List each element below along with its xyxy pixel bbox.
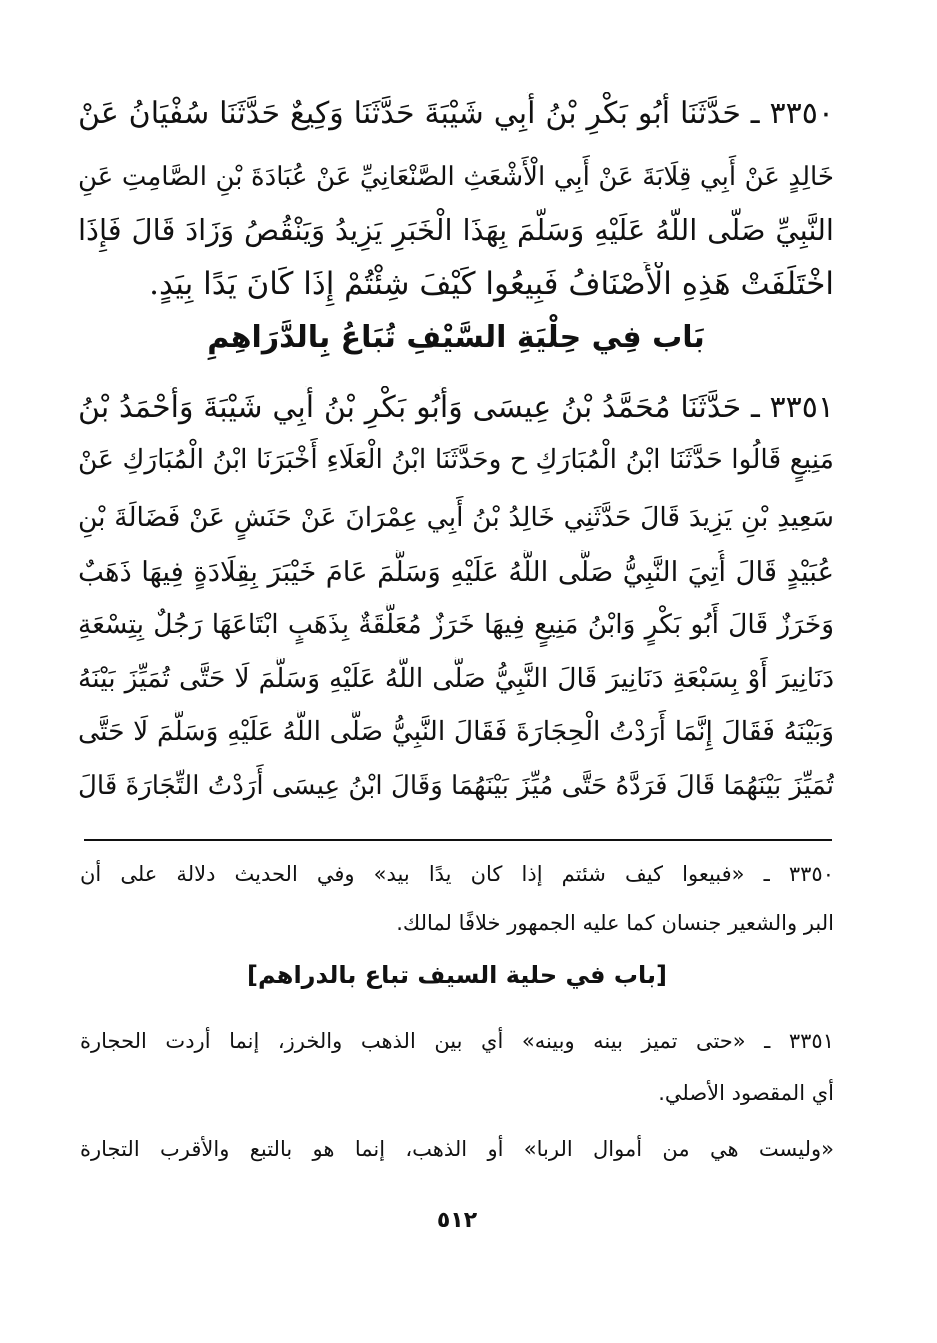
hadith-3351-line: وَخَرَزٌ قَالَ أَبُو بَكْرٍ وَابْنُ مَنِيعٍ فِيهَا خَرَزٌ مُعَلَّقَةٌ بِذَهَبٍ ابْتَاعَهَا رَجُلٌ بِتِسْعَةِ (78, 609, 834, 640)
hadith-3350-line: النَّبِيِّ صَلَّى اللَّهُ عَلَيْهِ وَسَلَّمَ بِهَذَا الْخَبَرِ يَزِيدُ وَيَنْقُصُ وَزَادَ قَالَ فَإِذَا (78, 213, 834, 247)
hadith-3351-line: دَنَانِيرَ أَوْ بِسَبْعَةِ دَنَانِيرَ قَالَ النَّبِيُّ صَلَّى اللَّهُ عَلَيْهِ وَسَلَّمَ لَا حَتَّى تُمَيِّزَ بَيْنَهُ (78, 663, 834, 694)
hadith-3351-line: تُمَيِّزَ بَيْنَهُمَا قَالَ فَرَدَّهُ حَتَّى مُيِّزَ بَيْنَهُمَا وَقَالَ ابْنُ عِيسَى أَرَدْتُ التِّجَارَةَ قَالَ (78, 771, 834, 801)
footnote-3351-line: ٣٣٥١ ـ «حتى تميز بينه وبينه» أي بين الذهب والخرز، إنما أردت الحجارة (80, 1029, 834, 1053)
hadith-3351-line: ٣٣٥١ ـ حَدَّثَنَا مُحَمَّدُ بْنُ عِيسَى وَأَبُو بَكْرِ بْنُ أَبِي شَيْبَةَ وَأَحْمَدُ بْنُ (78, 390, 834, 425)
chapter-heading: بَاب فِي حِلْيَةِ السَّيْفِ تُبَاعُ بِالدَّرَاهِمِ (207, 320, 705, 355)
footnote-3350-line: البر والشعير جنسان كما عليه الجمهور خلافًا لمالك. (396, 911, 834, 935)
footnote-separator (84, 839, 832, 841)
hadith-3351-line: عُبَيْدٍ قَالَ أُتِيَ النَّبِيُّ صَلَّى اللَّهُ عَلَيْهِ وَسَلَّمَ عَامَ خَيْبَرَ بِقِلَادَةٍ فِيهَا ذَهَبٌ (78, 556, 834, 588)
footnote-3351-line: أي المقصود الأصلي. (658, 1081, 834, 1105)
page-number: ٥١٢ (436, 1208, 478, 1233)
hadith-3350-line: خَالِدٍ عَنْ أَبِي قِلَابَةَ عَنْ أَبِي الْأَشْعَثِ الصَّنْعَانِيِّ عَنْ عُبَادَةَ بْنِ الصَّامِتِ عَنِ (78, 162, 834, 192)
hadith-3351-line: وَبَيْنَهُ فَقَالَ إِنَّمَا أَرَدْتُ الْحِجَارَةَ فَقَالَ النَّبِيُّ صَلَّى اللَّهُ عَلَيْهِ وَسَلَّمَ لَا حَتَّى (78, 716, 834, 747)
footnote-3350-line: ٣٣٥٠ ـ «فبيعوا كيف شئتم إذا كان يدًا بيد» وفي الحديث دلالة على أن (80, 862, 834, 886)
hadith-3351-line: مَنِيعٍ قَالُوا حَدَّثَنَا ابْنُ الْمُبَارَكِ ح وحَدَّثَنَا ابْنُ الْعَلَاءِ أَخْبَرَنَا ابْنُ الْمُبَارَكِ عَنْ (78, 444, 834, 475)
hadith-3351-line: سَعِيدِ بْنِ يَزِيدَ قَالَ حَدَّثَنِي خَالِدُ بْنُ أَبِي عِمْرَانَ عَنْ حَنَشٍ عَنْ فَضَالَةَ بْنِ (78, 502, 834, 533)
hadith-3350-line: ٣٣٥٠ ـ حَدَّثَنَا أَبُو بَكْرِ بْنُ أَبِي شَيْبَةَ حَدَّثَنَا وَكِيعٌ حَدَّثَنَا سُفْيَانُ عَنْ (78, 96, 834, 131)
footnote-chapter-heading: [باب في حلية السيف تباع بالدراهم] (247, 961, 667, 989)
footnote-riba-line: «وليست هي من أموال الربا» أو الذهب، إنما هو بالتبع والأقرب التجارة (80, 1137, 834, 1161)
hadith-3350-line: اخْتَلَفَتْ هَذِهِ الْأَصْنَافُ فَبِيعُوا كَيْفَ شِئْتُمْ إِذَا كَانَ يَدًا بِيَدٍ. (149, 266, 834, 302)
